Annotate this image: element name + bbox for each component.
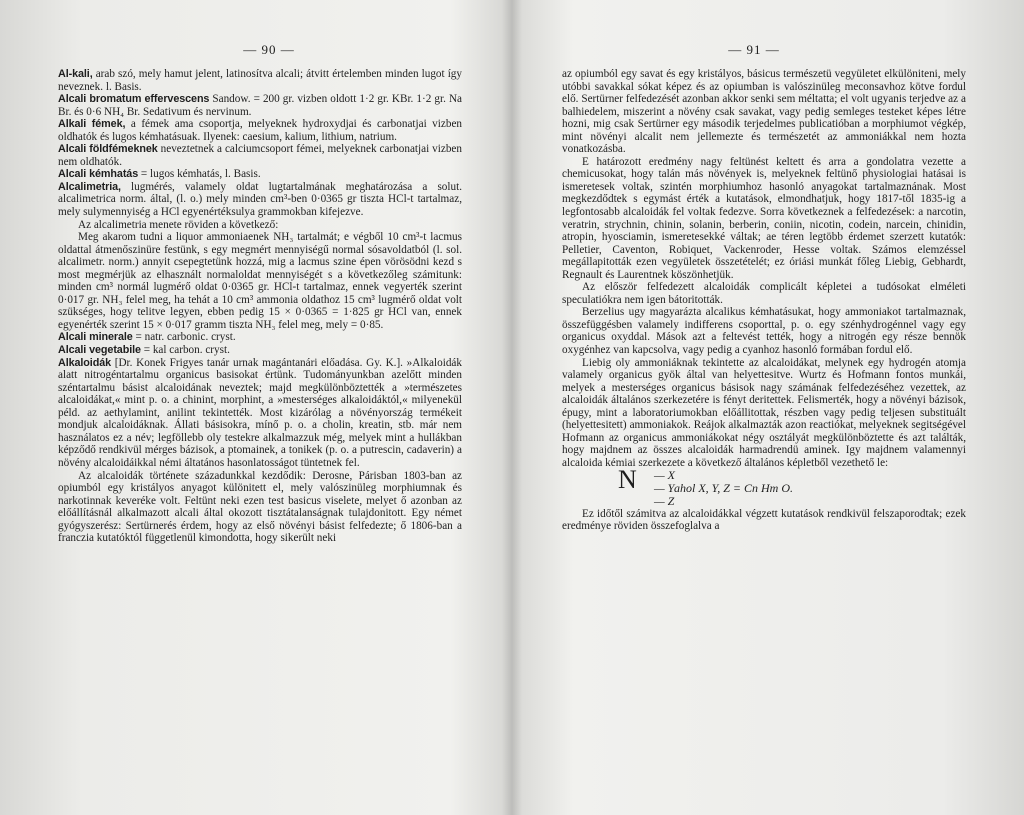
entry-text: lugmérés, valamely oldat lugtartalmának meghatározása a solut. alcalimetrica norm. által, (l. o.) mely minden cm³-ben 0·0365 gr tiszta HCl-t tartalmaz, mely sulymennyiség a HCl egyenértéksulya grammokban kifejezve. [58, 180, 462, 219]
entry-term: Alcali földfémeknek [58, 143, 158, 156]
formula-y: — Y [654, 480, 675, 495]
page-number: — 90 — [243, 42, 295, 57]
entry-text: a fémek ama csoportja, melyeknek hydroxydjai és carbonatjai vizben oldhatók és lugos kémhatásuak. Ilyenek: caesium, kalium, lithium, natrium. [58, 118, 463, 143]
dictionary-entry [58, 68, 462, 93]
page-number: — 91 — [728, 42, 780, 57]
paragraph-text: Meg akarom tudni a liquor ammoniaenek NH₃ tartalmát; e végből 10 cm³-t lacmus oldattal átmenőszinüre festünk, s egy megmért mennyiségű normal sósavoldatból (l. sol. alcalimetr. norm.) annyit csepegtetünk hozzá, mig a lacmus szine épen vörösödni kezd s most megmérjük az elhasznált normaloldat mennyiségét s a következőleg számitunk: minden cm³ normál lugmérő oldat 0·0365 gr. HCl-t tartalmaz, ennek vegyerték szerint 0·017 gr. NH₃ felel meg, ha tehát a 10 cm³ ammonia oldathoz 15 cm³ lugmérő oldat volt szükséges, hogy telitve legyen, ebben pedig 15 × 0·0365 = 1·825 gr HCl van, ennek egyenérték szerint 15 × 0·017 gramm tiszta NH₃ felel meg, mely = 0·85. [58, 231, 462, 331]
entry-text: neveztetnek a calciumcsoport fémei, melyeknek carbonatjai vizben nem oldhatók. [58, 143, 462, 168]
dictionary-entry [58, 93, 462, 118]
entry-text: = kal carbon. cryst. [140, 344, 230, 357]
chemical-formula [562, 464, 966, 508]
text-column [58, 68, 462, 545]
entry-term: Alkaloidák [58, 356, 112, 369]
body-paragraph [58, 219, 462, 232]
dictionary-entry [58, 357, 462, 470]
paragraph-text: Liebig oly ammoniáknak tekintette az alcaloidákat, melynek egy hydrogén atomja valamely organicus gyök által van helyettesitve. Wurtz és Hofmann fontos munkái, melyek a mesterséges organicus básisok nagy számának felfedezéséhez vezettek, az alcaloidák általános szerkezetére is fényt deritettek. Felismerték, hogy a növényi bázisok, épugy, mint a laboratoriumokban előállitottak, részben vagy pedig teljesen substituált (helyettesitett) ammoniakok. Reájok alkalmazták azon reactiókat, melyeknek segitségével Hofmann az organicus ammoniákokat négy osztályát megkülönböztette és azt találták, hogy majdnem az összes alcaloidák harmadrendü aminek. Igy majdnem valamennyi alcaloida kémiai szerkezete a következő általános képletből vezethető le: [562, 356, 966, 469]
body-paragraph [562, 156, 966, 281]
body-paragraph [58, 231, 462, 331]
paragraph-text: Az először felfedezett alcaloidák complicált képletei a tudósokat elméleti speculatiókra nem igen bátoritották. [562, 281, 966, 306]
body-paragraph [562, 306, 966, 356]
body-paragraph [58, 470, 462, 545]
dictionary-entry [58, 331, 462, 344]
entry-text: = lugos kémhatás, l. Basis. [138, 168, 261, 181]
entry-term: Alcali kémhatás [58, 168, 139, 181]
paragraph-text: Az alcaloidák története századunkkal kezdődik: Derosne, Párisban 1803-ban az opiumból egy kristályos anyagot különitett el, mely valószinüleg morphiumnak és narkotinnak keveréke volt. Feltünt neki ezen test basicus viselete, melyet ő azonban az előállításnál alkalmazott alcali által okozott tisztátalanságnak tulajdonitott. Egy német gyógyszerész: Sertürnerés érdem, hogy az első növényi básist felfedezte; ő 1806-ban a franczia kutatóktól függetlenül kimondotta, hogy sikerült neki [58, 469, 462, 545]
entry-text: arab szó, mely hamut jelent, latinosítva alcali; átvitt értelemben minden lugot így neveznek. l. Basis. [58, 68, 462, 93]
paragraph-text: Az alcalimetria menete röviden a következő: [78, 218, 279, 231]
formula-definition: ahol X, Y, Z = Cn Hm O. [674, 480, 794, 495]
formula-x: — X [654, 467, 675, 482]
paragraph-text: az opiumból egy savat és egy kristályos, básicus természetü vegyületet elkülöniteni, mely utóbbi savakkal sókat képez és az opiumban is valószinüleg meconsavhoz kötve fordul elő. Sertürner felfedezését azonban akkor senki sem méltatta; el volt ugyanis terjedve az a balhiedelem, miszerint a növény csak savakat, vagy pedig semleges testeket képes létre hozni, mig csak Sertürner egy második terjedelmes publicatióban a morphiumot végkép, mint növényi alcalit nem jellemezte és természetét az ammoniákkal nem hozta vonatkozásba. [562, 68, 966, 156]
entry-text: = natr. carbonic. cryst. [132, 331, 236, 344]
paragraph-text: Berzelius ugy magyarázta alcalikus kémhatásukat, hogy ammoniakot tartalmaznak, összefüggésben valamely indifferens csoporttal, p. o. egy szénhydrogénnel vagy egy organicus oxyddal. Mások azt a feltevést tették, hogy a nitrogén egy része bennök oxygénhez van kapcsolva, vagy pedig a cyanhoz hasonló formában fordul elő. [562, 306, 966, 357]
dictionary-entry [58, 118, 462, 143]
formula-n: N [618, 464, 637, 494]
dictionary-entry [58, 344, 462, 357]
entry-term: Alcali minerale [58, 331, 133, 344]
dictionary-entry [58, 143, 462, 168]
entry-term: Al-kali, [58, 68, 93, 80]
dictionary-entry [58, 168, 462, 181]
paragraph-text: Ez időtől számitva az alcaloidákkal végzett kutatások rendkivül felszaporodtak; ezek eredménye röviden összefoglalva a [562, 507, 966, 533]
body-paragraph [562, 508, 966, 533]
paragraph-text: E határozott eredmény nagy feltünést keltett és arra a gondolatra vezette a chemicusokat, hogy talán más növények is, melyeknek feltünő physiologiai hatásai is ismeretesek voltak, szintén morphiumhoz hasonló anyagokat tartalmaznának. Most megkezdődtek s egymást érték a kutatások, elmondhatjuk, hogy 1817-től 1835-ig a legfontosabb alcaloidák fel voltak fedezve. Sorra következnek a felfedezések: a narcotin, veratrin, strychnin, chinin, solanin, berberin, coniin, nicotin, codein, narcein, chinidin, atropin, hyosciamin, ismeretesekké váltak; ae téren legtöbb érdemet szerzett kutatók: Pelletier, Caventon, Robiquet, Vackenroder, Hesse voltak. Számos elemzéssel megállapitották ezen vegyületek összetételét; ez óriási munkát főleg Liebig, Gebhardt, Regnault és Laurentnek köszönhetjük. [562, 155, 966, 281]
right-page [512, 0, 1024, 815]
text-column [562, 68, 966, 533]
formula-z: — Z [654, 493, 675, 508]
entry-text: [Dr. Konek Frigyes tanár urnak magántanári előadása. Gy. K.]. »Alkaloidák alatt nitrogéntartalmu organicus basisokat értünk. Tudományunkban azelőtt minden széntartalmu básist alcaloidának neveztek; majd megkülönböztették a »természetes alcaloidákat,« mint p. o. a chinint, morphint, a »mesterséges alkaloidáktól,« milyenekül péld. az aethylamint, anilint tekintették. Most kizárólag a növényország termékeit mondjuk alcaloidáknak. Állati básisokra, mínő p. o. a cholin, kreatin, stb. már nem használatos ez a név; legföllebb oly testekre alkalmazzuk még, melyek mint a hullákban képződő rendkivül mérges bázisok, a ptomainek, a tonikek (p. o. a putrescin, cadaverin) a növény alcaloidáikkal némi áltatános hasonlatosságot tüntetnek fel. [58, 356, 462, 469]
entry-text: Sandow. = 200 gr. vizben oldott 1·2 gr. KBr. 1·2 gr. Na Br. és 0·6 NH₄ Br. Sedativum és nervinum. [58, 93, 462, 118]
entry-term: Alcali vegetabile [58, 344, 141, 357]
entry-term: Alcali bromatum effervescens [58, 93, 210, 106]
body-paragraph [562, 357, 966, 470]
body-paragraph [562, 68, 966, 156]
left-page [0, 0, 510, 815]
entry-term: Alcalimetria, [58, 180, 121, 193]
dictionary-entry [58, 181, 462, 219]
entry-term: Alkali fémek, [58, 118, 126, 131]
body-paragraph [562, 281, 966, 306]
